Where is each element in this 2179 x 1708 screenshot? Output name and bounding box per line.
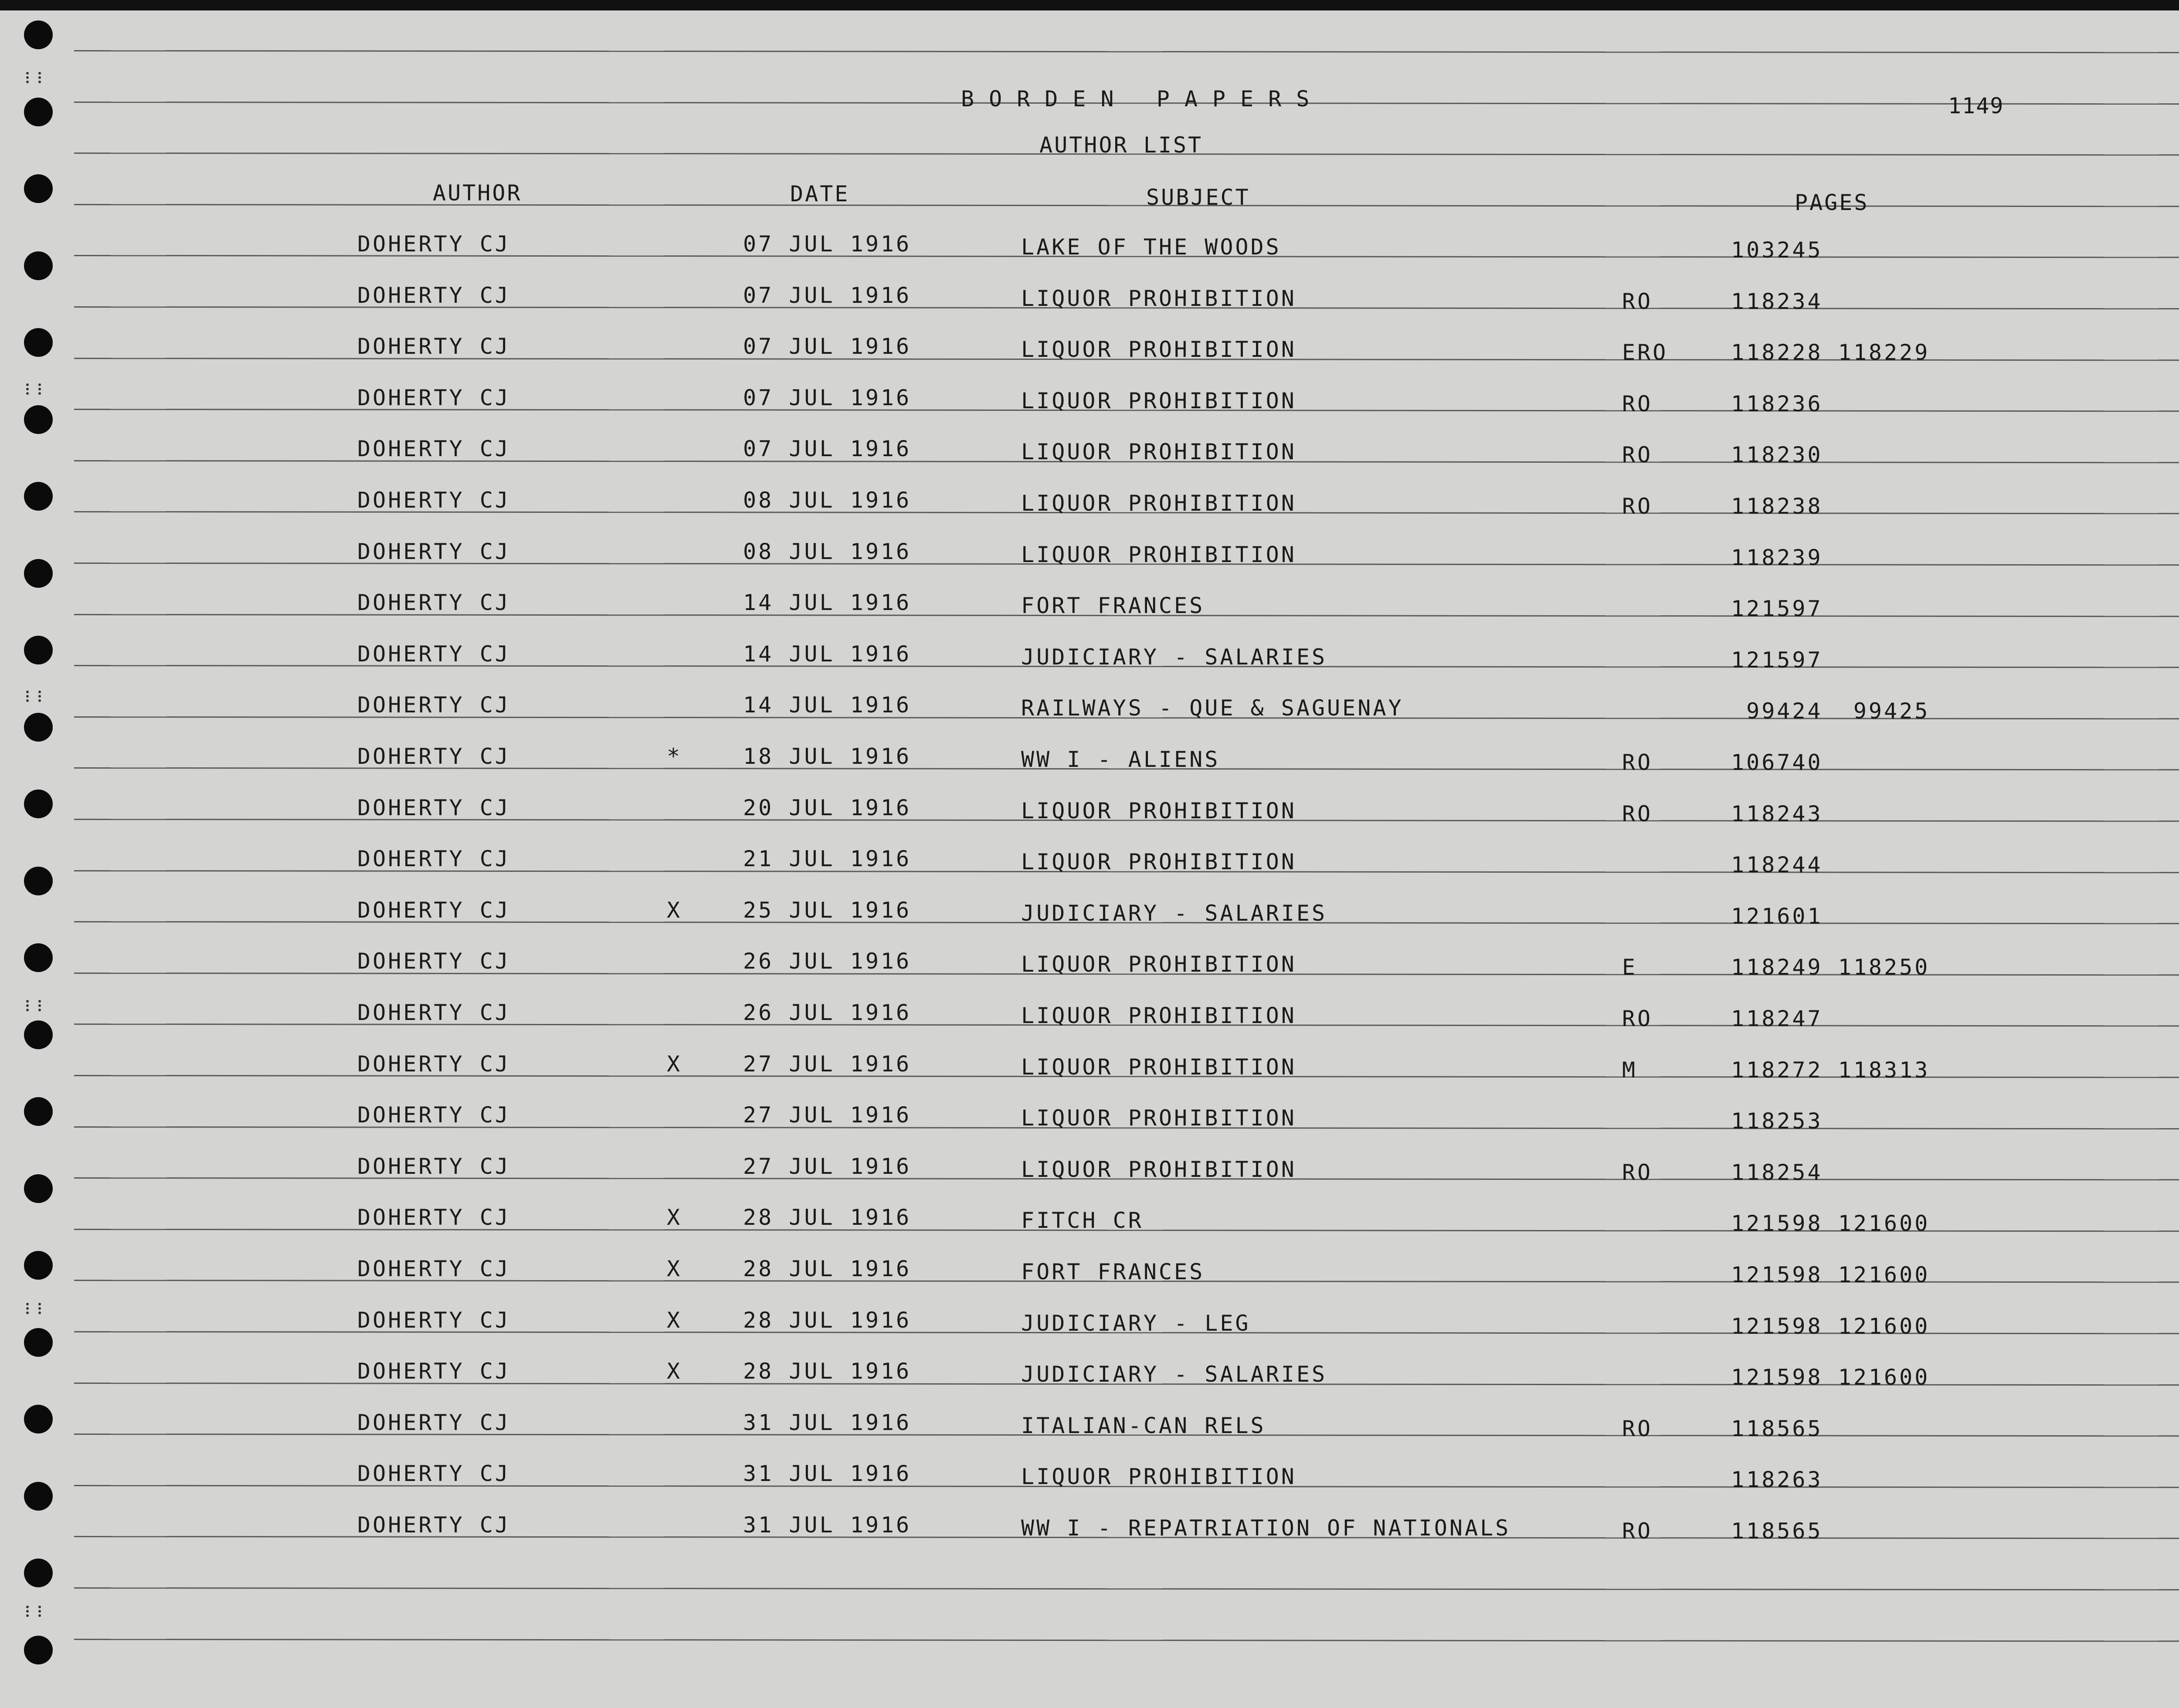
author-cell: DOHERTY CJ [357,1359,511,1384]
table-row [0,1104,2179,1135]
date-cell: 27 JUL 1916 [743,1102,912,1128]
table-row [0,797,2179,827]
subject-cell: LIQUOR PROHIBITION [1021,849,1297,874]
author-cell: DOHERTY CJ [357,1256,511,1281]
author-cell: DOHERTY CJ [357,1461,511,1486]
date-cell: 31 JUL 1916 [743,1461,912,1486]
table-row [0,1002,2179,1032]
pages-cell: 118254 [1731,1160,1823,1185]
subject-cell: LIQUOR PROHIBITION [1021,337,1297,362]
date-cell: 31 JUL 1916 [743,1512,912,1538]
subject-cell: LAKE OF THE WOODS [1021,234,1281,260]
subject-cell: JUDICIARY - SALARIES [1021,644,1327,670]
pages-cell: 118565 [1731,1416,1823,1441]
pages-cell: 118249 118250 [1731,955,1930,980]
tractor-feed-hole [24,20,53,49]
mark-cell: X [667,1205,682,1230]
ruled-line [74,1587,2179,1590]
code-cell: RO [1622,801,1653,827]
mark-cell: X [667,1308,682,1333]
code-cell: M [1622,1057,1638,1083]
date-cell: 14 JUL 1916 [743,641,912,667]
code-cell: RO [1622,1006,1653,1031]
date-cell: 07 JUL 1916 [743,231,912,257]
author-cell: DOHERTY CJ [357,641,511,667]
table-row [0,694,2179,725]
pages-cell: 118263 [1731,1467,1823,1492]
subject-cell: WW I - ALIENS [1021,747,1220,772]
tractor-feed-hole [24,174,53,203]
ruled-line [74,50,2179,53]
date-cell: 08 JUL 1916 [743,539,912,564]
column-header-date: DATE [790,181,850,207]
subject-cell: JUDICIARY - LEG [1021,1311,1251,1336]
perforation-mark [26,1606,41,1617]
date-cell: 28 JUL 1916 [743,1205,912,1230]
author-cell: DOHERTY CJ [357,1205,511,1230]
author-cell: DOHERTY CJ [357,488,511,513]
tractor-feed-hole [24,1559,53,1587]
date-cell: 27 JUL 1916 [743,1154,912,1179]
author-cell: DOHERTY CJ [357,385,511,410]
table-row [0,899,2179,930]
date-cell: 26 JUL 1916 [743,1000,912,1025]
pages-cell: 118230 [1731,442,1823,468]
table-row [0,541,2179,571]
code-cell: RO [1622,1160,1653,1185]
subject-cell: LIQUOR PROHIBITION [1021,388,1297,413]
subject-cell: LIQUOR PROHIBITION [1021,798,1297,824]
subject-cell: FORT FRANCES [1021,1259,1205,1284]
pages-cell: 118243 [1731,801,1823,827]
author-cell: DOHERTY CJ [357,231,511,257]
subject-cell: LIQUOR PROHIBITION [1021,542,1297,567]
code-cell: RO [1622,1518,1653,1544]
code-cell: RO [1622,1416,1653,1441]
code-cell: RO [1622,289,1653,314]
pages-cell: 118272 118313 [1731,1057,1930,1083]
subject-cell: ITALIAN-CAN RELS [1021,1413,1266,1438]
author-cell: DOHERTY CJ [357,590,511,615]
subject-cell: LIQUOR PROHIBITION [1021,1157,1297,1182]
code-cell: RO [1622,750,1653,775]
table-row [0,336,2179,366]
date-cell: 28 JUL 1916 [743,1308,912,1333]
code-cell: RO [1622,442,1653,468]
list-title: AUTHOR LIST [1039,132,1203,158]
subject-cell: LIQUOR PROHIBITION [1021,952,1297,977]
subject-cell: LIQUOR PROHIBITION [1021,1054,1297,1080]
author-cell: DOHERTY CJ [357,744,511,769]
date-cell: 28 JUL 1916 [743,1256,912,1281]
pages-cell: 118565 [1731,1518,1823,1544]
date-cell: 25 JUL 1916 [743,898,912,923]
author-cell: DOHERTY CJ [357,1308,511,1333]
mark-cell: X [667,898,682,923]
tractor-feed-hole [24,98,53,126]
date-cell: 27 JUL 1916 [743,1051,912,1077]
author-cell: DOHERTY CJ [357,949,511,974]
subject-cell: WW I - REPATRIATION OF NATIONALS [1021,1515,1511,1541]
table-row [0,233,2179,264]
author-cell: DOHERTY CJ [357,1000,511,1025]
subject-cell: JUDICIARY - SALARIES [1021,1362,1327,1387]
mark-cell: X [667,1359,682,1384]
mark-cell: X [667,1051,682,1077]
table-row [0,438,2179,468]
subject-cell: JUDICIARY - SALARIES [1021,901,1327,926]
subject-cell: FORT FRANCES [1021,593,1205,618]
mark-cell: * [667,744,682,769]
document-title: BORDEN PAPERS [961,86,1324,112]
date-cell: 07 JUL 1916 [743,334,912,359]
author-cell: DOHERTY CJ [357,539,511,564]
tractor-feed-hole [24,1636,53,1664]
scan-top-edge [0,0,2179,10]
column-header-author: AUTHOR [433,180,522,206]
author-cell: DOHERTY CJ [357,283,511,308]
code-cell: ERO [1622,340,1668,365]
subject-cell: LIQUOR PROHIBITION [1021,1105,1297,1131]
pages-cell: 118238 [1731,494,1823,519]
author-cell: DOHERTY CJ [357,334,511,359]
author-cell: DOHERTY CJ [357,1154,511,1179]
pages-cell: 121597 [1731,596,1823,621]
table-row [0,489,2179,520]
pages-cell: 118234 [1731,289,1823,314]
table-row [0,848,2179,878]
code-cell: E [1622,955,1638,980]
subject-cell: LIQUOR PROHIBITION [1021,1003,1297,1028]
table-row [0,1206,2179,1237]
author-cell: DOHERTY CJ [357,795,511,820]
date-cell: 21 JUL 1916 [743,846,912,871]
date-cell: 07 JUL 1916 [743,385,912,410]
date-cell: 18 JUL 1916 [743,744,912,769]
pages-cell: 118236 [1731,391,1823,417]
pages-cell: 118239 [1731,545,1823,570]
date-cell: 14 JUL 1916 [743,692,912,718]
pages-cell: 121598 121600 [1731,1262,1930,1288]
pages-cell: 118244 [1731,852,1823,878]
subject-cell: LIQUOR PROHIBITION [1021,439,1297,464]
pages-cell: 118228 118229 [1731,340,1930,365]
author-cell: DOHERTY CJ [357,1512,511,1538]
subject-cell: LIQUOR PROHIBITION [1021,491,1297,516]
author-cell: DOHERTY CJ [357,846,511,871]
pages-cell: 103245 [1731,237,1823,263]
page-number: 1149 [1948,93,2004,119]
pages-cell: 99424 99425 [1731,698,1930,724]
table-row [0,1360,2179,1391]
pages-cell: 118247 [1731,1006,1823,1031]
table-row [0,1514,2179,1545]
table-row [0,1156,2179,1186]
code-cell: RO [1622,494,1653,519]
date-cell: 08 JUL 1916 [743,488,912,513]
date-cell: 20 JUL 1916 [743,795,912,820]
table-row [0,387,2179,417]
pages-cell: 118253 [1731,1108,1823,1134]
table-row [0,1258,2179,1288]
table-row [0,1412,2179,1442]
date-cell: 07 JUL 1916 [743,436,912,461]
table-row [0,1053,2179,1084]
table-row [0,643,2179,674]
date-cell: 31 JUL 1916 [743,1410,912,1435]
author-cell: DOHERTY CJ [357,692,511,718]
subject-cell: LIQUOR PROHIBITION [1021,1464,1297,1489]
mark-cell: X [667,1256,682,1281]
table-row [0,746,2179,776]
table-row [0,950,2179,981]
pages-cell: 106740 [1731,750,1823,775]
date-cell: 07 JUL 1916 [743,283,912,308]
table-row [0,592,2179,622]
subject-cell: FITCH CR [1021,1208,1144,1233]
code-cell: RO [1622,391,1653,417]
pages-cell: 121598 121600 [1731,1365,1930,1390]
table-row [0,1463,2179,1493]
author-cell: DOHERTY CJ [357,1410,511,1435]
date-cell: 28 JUL 1916 [743,1359,912,1384]
date-cell: 14 JUL 1916 [743,590,912,615]
ruled-line [74,1639,2179,1642]
perforation-mark [26,72,41,83]
pages-cell: 121601 [1731,904,1823,929]
column-header-subject: SUBJECT [1146,185,1250,210]
subject-cell: RAILWAYS - QUE & SAGUENAY [1021,695,1404,721]
pages-cell: 121598 121600 [1731,1314,1930,1339]
column-header-pages: PAGES [1795,190,1869,215]
author-cell: DOHERTY CJ [357,1051,511,1077]
pages-cell: 121598 121600 [1731,1211,1930,1236]
pages-cell: 121597 [1731,647,1823,673]
date-cell: 26 JUL 1916 [743,949,912,974]
subject-cell: LIQUOR PROHIBITION [1021,286,1297,311]
author-cell: DOHERTY CJ [357,898,511,923]
author-cell: DOHERTY CJ [357,436,511,461]
author-cell: DOHERTY CJ [357,1102,511,1128]
table-row [0,1309,2179,1340]
table-row [0,285,2179,315]
